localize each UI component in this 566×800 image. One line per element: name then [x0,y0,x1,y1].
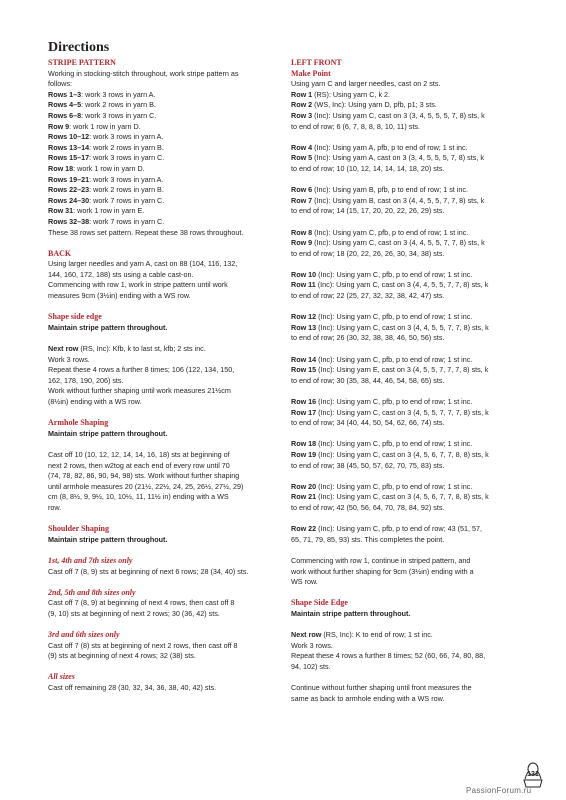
row-label: Row 2 [291,100,313,110]
row-text: : work 2 rows in yarn B. [89,142,164,152]
text-line [291,323,527,334]
row-label: Row 11 [291,280,316,290]
final-text [291,683,527,704]
text-line [291,482,527,493]
text-line [291,249,527,260]
row-label: Row 6 [291,185,313,195]
row-label: Rows 32–38 [48,216,90,226]
next-row-line [291,630,527,641]
text-line [291,196,527,207]
text-line: 94, 102) sts. [291,661,331,671]
row-text: : work 1 row in yarn D. [73,163,145,173]
back-text [48,259,280,301]
row-label: Row 12 [291,312,317,322]
row-text: (Inc): Using yarn C, cast on 3 (4, 4, 5, 5, 7, 7, 8) sts, k [312,238,485,248]
row-label: Rows 19–21 [48,174,90,184]
text-line: (8½in) ending with a WS row. [48,397,142,406]
row-text: (Inc): Using yarn C, cast on 3 (4, 5, 5, 7, 7, 7, 8) sts, k [316,407,489,417]
stripe-row [48,196,280,207]
row-text: (Inc): Using yarn C, cast on 3 (4, 4, 5, 5, 7, 7, 8) sts, k [316,322,489,332]
text-line: Commencing with row 1, work in stripe pattern until work [48,280,228,290]
row-label: Row 3 [291,110,313,120]
row-label: Rows 6–8 [48,110,82,120]
row-label: Row 10 [291,269,317,279]
text-line: cm (8, 8½, 9, 9½, 10, 10½, 11, 11½ in) ending with a WS [48,492,229,502]
row-label: Row 19 [291,449,317,459]
shoulder-subheading: Maintain stripe pattern throughout. [48,534,168,544]
text-line [291,397,527,408]
make-point-heading: Make Point [291,68,331,78]
row-text: to end of row; 42 (50, 56, 64, 70, 78, 84, 92) sts. [291,502,445,512]
row-text: (Inc): Using yarn C, cast on 3 (4, 5, 6, 7, 7, 8, 8) sts, k [316,449,489,459]
size-group-heading: All sizes [48,672,75,682]
stripe-row [48,153,280,164]
stripe-row [48,111,280,122]
row-text: (Inc): Using yarn C, pfb, p to end of row; 1 st inc. [316,269,473,279]
pattern-row [291,323,527,355]
text-line: (74, 78, 82, 86, 90, 94, 98) sts. Work without further shaping [48,471,240,481]
shoulder-shaping-heading: Shoulder Shaping [48,524,109,534]
shape-side-subheading: Maintain stripe pattern throughout. [48,322,168,332]
text-line: Working in stocking-stitch throughout, work stripe pattern as [48,68,239,78]
left-column [48,58,280,694]
row-label: Row 9 [291,238,313,248]
row-label: Rows 4–5 [48,100,82,110]
side-text [291,641,527,673]
watermark: PassionForum.ru [466,786,532,795]
row-text: to end of row; 34 (40, 44, 50, 54, 62, 66, 74) sts. [291,418,445,428]
stripe-rows-list [48,90,280,228]
armhole-shaping-heading: Armhole Shaping [48,418,109,428]
stripe-row [48,164,280,175]
pattern-row [291,143,527,154]
row-text: (Inc): Using yarn C, pfb, p to end of row; 1 st inc. [312,227,469,237]
continue-text [291,556,527,588]
text-line [291,503,527,514]
row-text: to end of row; 26 (30, 32, 38, 38, 46, 50, 56) sts. [291,333,445,343]
text-line: Work without further shaping until work measures 21½cm [48,386,231,396]
back-heading: BACK [48,248,72,258]
text-line: 162, 178, 190, 206) sts. [48,375,124,385]
text-line [291,153,527,164]
text-line: Continue without further shaping until front measures the [291,683,472,693]
text-line [291,291,527,302]
row-text: : work 3 rows in yarn C. [81,110,157,120]
row-text: to end of row; 14 (15, 17, 20, 20, 22, 26, 29) sts. [291,206,445,216]
text-line: (9) sts at beginning of next 4 rows; 32 (38) sts. [48,651,196,661]
pattern-row [291,397,527,408]
text-line: Commencing with row 1, continue in striped pattern, and [291,555,471,565]
row-text: : work 3 rows in yarn A. [81,89,156,99]
row-label: Next row [291,630,322,640]
row-label: Row 8 [291,227,313,237]
pattern-row [291,482,527,493]
row-label: Row 9 [48,121,70,131]
text-line: Cast off 7 (8, 9) at beginning of next 4 rows, then cast off 8 [48,598,235,608]
text-line: Repeat these 4 rows a further 8 times; 52 (60, 66, 74, 80, 88, [291,651,486,661]
pattern-row [291,196,527,228]
text-line: Using larger needles and yarn A, cast on 88 (104, 116, 132, [48,259,238,269]
size-group-heading: 3rd and 6th sizes only [48,630,120,640]
row-label: Rows 13–14 [48,142,90,152]
stripe-intro [48,69,280,90]
text-line: work without further shaping for 9cm (3½in) ending with a [291,566,474,576]
text-line: same as back to armhole ending with a WS row. [291,693,445,703]
text-line: Cast off 10 (10, 12, 12, 14, 14, 16, 18) sts at beginning of [48,449,230,459]
pattern-row [291,408,527,440]
row-text: : work 3 rows in yarn C. [89,153,165,163]
pattern-row [291,111,527,143]
row-label: Row 14 [291,354,317,364]
text-line [291,143,527,154]
row-text: to end of row; 18 (20, 22, 26, 26, 30, 34, 38) sts. [291,248,445,258]
row-label: Rows 24–30 [48,195,90,205]
pattern-row [291,439,527,450]
row-text: : work 3 rows in yarn A. [89,174,164,184]
text-line [291,111,527,122]
pattern-row [291,238,527,270]
pattern-row [291,90,527,101]
row-text: (Inc): Using yarn C, pfb, p to end of row; 1 st inc. [316,439,473,449]
text-line: Cast off 7 (8) sts at beginning of next 2 rows, then cast off 8 [48,640,238,650]
pattern-row [291,312,527,323]
text-line [291,365,527,376]
pattern-row [291,280,527,312]
stripe-row [48,143,280,154]
size-group-heading: 2nd, 5th and 8th sizes only [48,587,136,597]
row-text: : work 2 rows in yarn B. [89,185,164,195]
row-text: to end of row; 6 (6, 7, 8, 8, 8, 10, 11) sts. [291,121,420,131]
stripe-row [48,100,280,111]
stripe-row [48,217,280,228]
shape-side-edge-heading: Shape Side Edge [291,598,348,608]
row-label: Row 7 [291,195,313,205]
shape-side-subheading: Maintain stripe pattern throughout. [291,608,411,618]
row-text: to end of row; 10 (10, 12, 14, 14, 14, 18, 20) sts. [291,163,445,173]
row-text: : work 7 rows in yarn C. [89,216,165,226]
pattern-row [291,365,527,397]
text-line: follows: [48,79,72,89]
row-text: (Inc): Using yarn C, cast on 3 (3, 4, 5, 5, 5, 7, 8) sts, k [312,110,485,120]
row-text: 65, 71, 79, 85, 93) sts. This completes the point. [291,534,445,544]
stripe-row [48,90,280,101]
text-line [291,280,527,291]
pattern-row [291,450,527,482]
right-column [291,58,527,704]
row-text: (Inc): Using yarn C, pfb, p to end of row; 1 st inc. [316,312,473,322]
row-text: : work 3 rows in yarn A. [89,132,164,142]
stripe-row [48,185,280,196]
text-line [291,90,527,101]
row-label: Row 22 [291,524,317,534]
row-text: (Inc): Using yarn A, cast on 3 (3, 4, 5, 5, 5, 7, 8) sts, k [312,153,484,163]
text-line: WS row. [291,577,318,587]
row-label: Row 4 [291,142,313,152]
text-line [291,355,527,366]
text-line: Cast off remaining 28 (30, 32, 34, 36, 38, 40, 42) sts. [48,683,217,693]
left-front-heading: LEFT FRONT [291,58,342,67]
text-line [291,333,527,344]
row-text: to end of row; 30 (35, 38, 44, 46, 54, 58, 65) sts. [291,375,445,385]
row-text: (Inc): Using yarn C, pfb, p to end of row; 1 st inc. [316,481,473,491]
row-text: (RS): Using yarn C, k 2. [312,89,391,99]
point-intro: Using yarn C and larger needles, cast on 2 sts. [291,79,441,89]
text-line: Work 3 rows. [48,354,90,364]
row-label: Row 21 [291,492,317,502]
shape-side-text [48,355,280,408]
stripe-row [48,132,280,143]
stripe-row [48,175,280,186]
row-text: to end of row; 38 (45, 50, 57, 62, 70, 75, 83) sts. [291,460,445,470]
text-line [291,228,527,239]
pattern-row [291,100,527,111]
page-number: 131 [527,771,539,778]
text-line [291,164,527,175]
text-line: (9, 10) sts at beginning of next 2 rows; 30 (36, 42) sts. [48,608,220,618]
armhole-subheading: Maintain stripe pattern throughout. [48,428,168,438]
pattern-row [291,524,527,556]
pattern-row [291,355,527,366]
row-label: Next row [48,344,79,354]
text-line: 144, 160, 172, 188) sts using a cable cast-on. [48,269,194,279]
row-label: Row 15 [291,365,317,375]
text-line [291,461,527,472]
stripe-pattern-heading: STRIPE PATTERN [48,58,116,67]
pattern-row [291,492,527,524]
pattern-row [291,228,527,239]
row-text: : work 1 row in yarn D. [69,121,141,131]
row-text: (RS, Inc): K to end of row; 1 st inc. [321,630,433,640]
row-label: Row 1 [291,89,313,99]
row-label: Row 18 [291,439,317,449]
row-text: : work 1 row in yarn E. [73,206,145,216]
text-line [291,185,527,196]
row-label: Row 16 [291,397,317,406]
text-line [291,439,527,450]
text-line: until armhole measures 20 (21½, 22½, 24, 25, 26½, 27½, 29) [48,481,244,491]
row-text: (Inc): Using yarn C, pfb, p to end of row; 43 (51, 57, [316,524,482,534]
row-text: (WS, Inc): Using yarn D, pfb, p1; 3 sts. [312,100,437,110]
text-line [291,312,527,323]
text-line: measures 9cm (3½in) ending with a WS row. [48,291,191,301]
next-row-line [48,344,280,355]
row-text: (Inc): Using yarn C, pfb, p to end of row; 1 st inc. [316,397,473,406]
row-text: (Inc): Using yarn B, cast on 3 (4, 4, 5, 5, 7, 7, 8) sts, k [312,195,485,205]
text-line [291,376,527,387]
text-line [291,408,527,419]
row-label: Row 18 [48,163,74,173]
text-line: row. [48,502,62,512]
text-line [291,492,527,503]
shape-side-edge-heading: Shape side edge [48,312,102,322]
row-label: Row 17 [291,407,317,417]
point-rows-list [291,90,527,556]
row-label: Row 31 [48,206,74,216]
text-line: Repeat these 4 rows a further 8 times; 106 (122, 134, 150, [48,365,235,375]
row-text: : work 2 rows in yarn B. [81,100,156,110]
stripe-row [48,122,280,133]
row-text: (Inc): Using yarn A, pfb, p to end of row; 1 st inc. [312,142,468,152]
pattern-row [291,185,527,196]
text-line [291,122,527,133]
text-line [291,238,527,249]
size-group-heading: 1st, 4th and 7th sizes only [48,555,133,565]
row-text: (RS, Inc): Kfb, k to last st, kfb; 2 sts inc. [78,344,206,354]
stripe-row [48,206,280,217]
row-label: Row 13 [291,322,317,332]
row-text: (Inc): Using yarn C, pfb, p to end of row; 1 st inc. [316,354,473,364]
row-label: Rows 1–3 [48,89,82,99]
row-text: (Inc): Using yarn C, cast on 3 (4, 5, 6, 7, 7, 8, 8) sts, k [316,492,489,502]
armhole-text [48,450,280,514]
row-label: Row 5 [291,153,313,163]
text-line: Work 3 rows. [291,640,333,650]
row-label: Row 20 [291,481,317,491]
text-line [291,270,527,281]
stripe-outro: These 38 rows set pattern. Repeat these 38 rows throughout. [48,227,244,237]
text-line [291,450,527,461]
text-line [291,535,527,546]
text-line [291,206,527,217]
text-line [291,524,527,535]
text-line: Cast off 7 (8, 9) sts at beginning of next 6 rows; 28 (34, 40) sts. [48,566,249,576]
page-title: Directions [48,40,110,55]
row-label: Rows 15–17 [48,153,90,163]
pattern-row [291,270,527,281]
row-text: (Inc): Using yarn E, cast on 3 (4, 5, 5, 7, 7, 7, 8) sts, k [316,365,489,375]
row-label: Rows 22–23 [48,185,90,195]
text-line [291,418,527,429]
row-text: : work 7 rows in yarn C. [89,195,165,205]
row-label: Rows 10–12 [48,132,90,142]
text-line [291,100,527,111]
row-text: (Inc): Using yarn C, cast on 3 (4, 4, 5, 5, 7, 7, 8) sts, k [315,280,489,290]
pattern-row [291,153,527,185]
row-text: (Inc): Using yarn B, pfb, p to end of row; 1 st inc. [312,185,468,195]
row-text: to end of row; 22 (25, 27, 32, 32, 38, 42, 47) sts. [291,291,445,301]
text-line: next 2 rows, then w2tog at each end of every row until 70 [48,460,230,470]
